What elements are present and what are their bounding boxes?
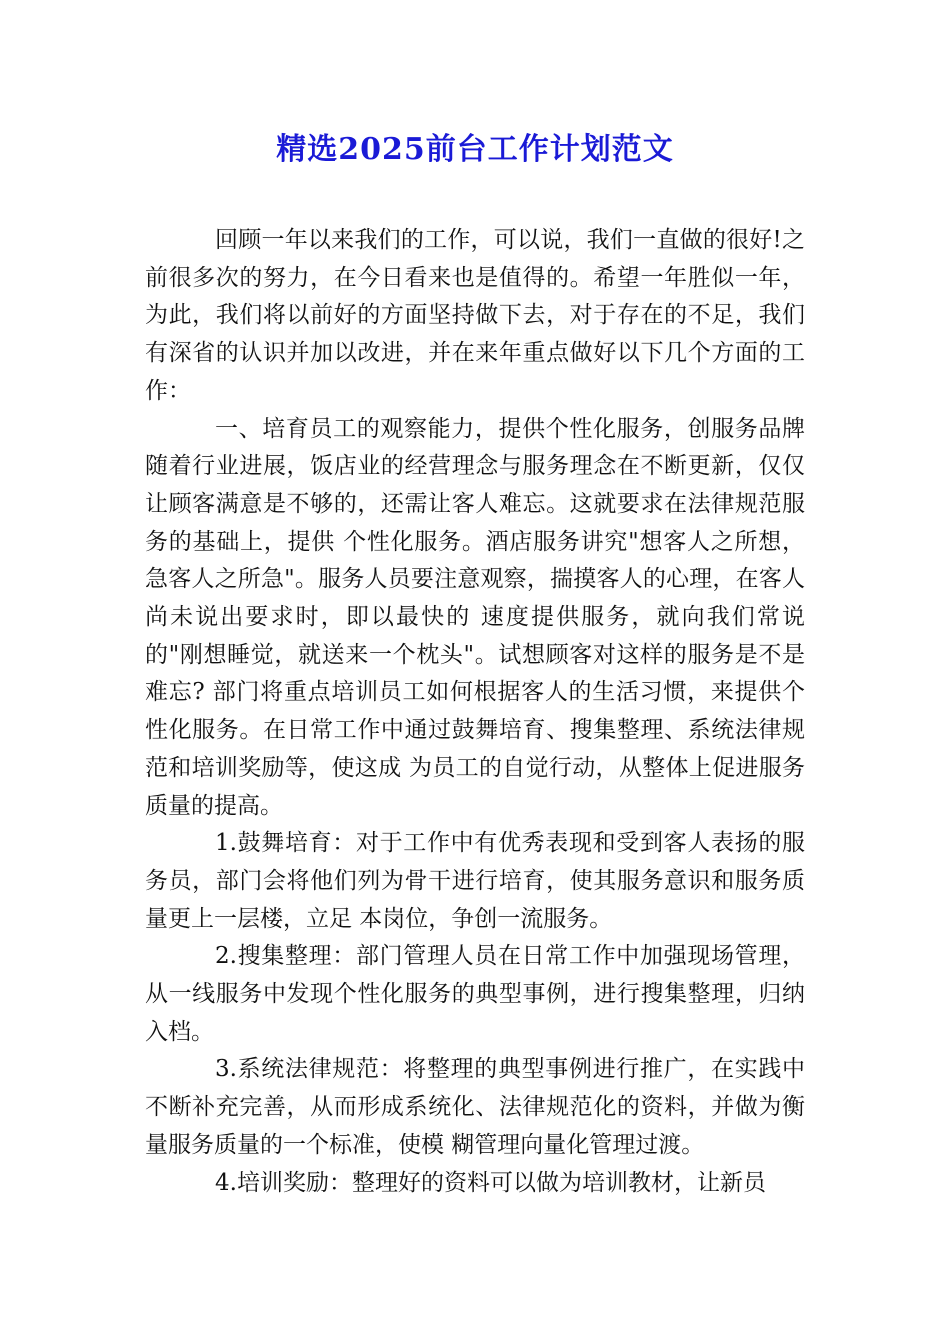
paragraph-intro: 回顾一年以来我们的工作，可以说，我们一直做的很好!之前很多次的努力，在今日看来也是值得的。希望一年胜似一年，为此，我们将以前好的方面坚持做下去，对于存在的不足，我们有深省的认识并加以改进，并在来年重点做好以下几个方面的工作： [145,227,805,404]
paragraph-item-2: 2.搜集整理：部门管理人员在日常工作中加强现场管理，从一线服务中发现个性化服务的典型事例，进行搜集整理，归纳入档。 [145,943,805,1045]
document-body [145,222,805,1202]
paragraph-section-one: 一、培育员工的观察能力，提供个性化服务，创服务品牌 随着行业进展，饭店业的经营理念与服务理念在不断更新，仅仅让顾客满意是不够的，还需让客人难忘。这就要求在法律规范服务的基础上，提供 个性化服务。酒店服务讲究"想客人之所想，急客人之所急"。服务人员要注意观察，揣摸客人的心理，在客人尚未说出要求时，即以最快的 速度提供服务，就向我们常说的"刚想睡觉，就送来一个枕头"。试想顾客对这样的服务是不是难忘? 部门将重点培训员工如何根据客人的生活习惯，来提供个性化服务。在日常工作中通过鼓舞培育、搜集整理、系统法律规范和培训奖励等，使这成 为员工的自觉行动，从整体上促进服务质量的提高。 [145,415,805,819]
paragraph-item-3: 3.系统法律规范：将整理的典型事例进行推广，在实践中不断补充完善，从而形成系统化、法律规范化的资料，并做为衡量服务质量的一个标准，使模 糊管理向量化管理过渡。 [145,1056,805,1158]
paragraph-item-1: 1.鼓舞培育：对于工作中有优秀表现和受到客人表扬的服务员，部门会将他们列为骨干进行培育，使其服务意识和服务质量更上一层楼，立足 本岗位，争创一流服务。 [145,830,805,932]
paragraph-item-4: 4.培训奖励：整理好的资料可以做为培训教材，让新员 [215,1169,766,1196]
document-title: 精选2025前台工作计划范文 [276,132,674,167]
